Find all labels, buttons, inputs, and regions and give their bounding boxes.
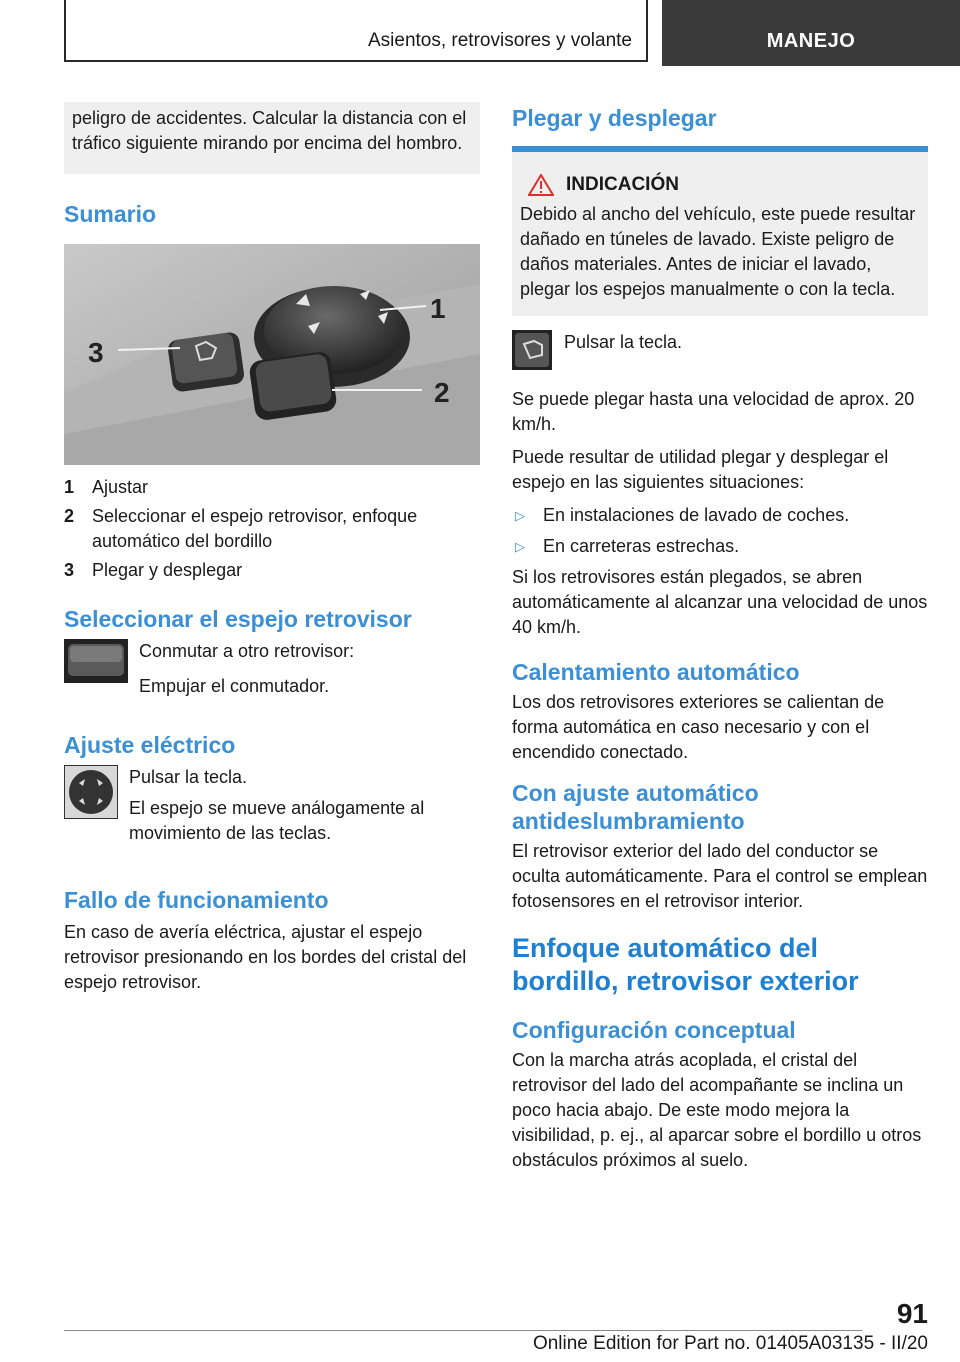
legend-list — [64, 475, 480, 583]
speed-text: Se puede plegar hasta una velocidad de aprox. 20 km/h. — [512, 389, 915, 434]
configuracion-text: Con la marcha atrás acoplada, el cristal del retrovisor del lado del acompañante se inclina un poco hacia abajo. De este modo mejora la visibilidad, p. ej., al aparcar sobre el bordillo u otros obstáculos próximos al suelo. — [512, 1050, 922, 1170]
item-text: Ajustar — [92, 477, 149, 497]
item-text: Plegar y desplegar — [92, 560, 243, 580]
item-number: 1 — [64, 477, 75, 497]
notice-box — [512, 146, 928, 316]
fold-mirror-button-icon — [512, 330, 552, 375]
bullet-text: En carreteras estrechas. — [543, 536, 740, 556]
item-number: 3 — [64, 560, 75, 580]
situations-intro: Puede resultar de utilidad plegar y desplegar el espejo en las siguientes situaciones: — [512, 447, 889, 492]
heading-seleccionar: Seleccionar el espejo retrovisor — [64, 606, 412, 632]
right-column — [512, 102, 928, 1173]
heading-fallo: Fallo de funcionamiento — [64, 887, 329, 913]
ajuste-step-1: Pulsar la tecla. — [129, 767, 248, 787]
adjust-knob-icon — [64, 765, 118, 846]
photo-label-1: 1 — [430, 293, 446, 324]
select-instruction — [64, 639, 480, 699]
heading-plegar: Plegar y desplegar — [512, 105, 717, 131]
list-item — [512, 534, 928, 559]
edition-text: Online Edition for Part no. 01405A03135 - II/20 — [532, 1333, 928, 1354]
page-number: 91 — [896, 1298, 928, 1329]
heading-sumario: Sumario — [64, 201, 157, 227]
bullet-text: En instalaciones de lavado de coches. — [543, 505, 850, 525]
notice-text: Debido al ancho del vehículo, este puede resultar dañado en túneles de lavado. Existe peligro de daños materiales. Antes de iniciar el lavado, plegar los espejos manualmente o con la tecla. — [520, 204, 916, 299]
list-item — [64, 504, 480, 554]
heading-ajuste: Ajuste eléctrico — [64, 732, 236, 758]
list-item — [64, 475, 480, 500]
heading-enfoque: Enfoque automático del bordillo, retrovisor exterior — [512, 933, 859, 996]
footer-divider — [64, 1330, 862, 1331]
chapter-tab: MANEJO — [662, 0, 960, 66]
bullet-triangle-icon: ▷ — [515, 539, 525, 554]
ajuste-instruction — [64, 765, 480, 846]
heading-configuracion: Configuración conceptual — [512, 1017, 796, 1043]
page-header — [64, 0, 960, 66]
select-text — [139, 639, 354, 699]
heading-antideslumbramiento: Con ajuste automático antideslumbramiento — [512, 780, 759, 834]
plegar-instruction — [512, 330, 928, 375]
heading-calentamiento: Calentamiento automático — [512, 659, 800, 685]
pulsar-text: Pulsar la tecla. — [564, 332, 683, 352]
item-text: Seleccionar el espejo retrovisor, enfoque automático del bordillo — [92, 506, 418, 551]
ajuste-step-2: El espejo se mueve análogamente al movimiento de las teclas. — [129, 798, 425, 843]
select-step-2: Empujar el conmutador. — [139, 676, 330, 696]
warning-continuation: peligro de accidentes. Calcular la distancia con el tráfico siguiente mirando por encima del hombro. — [72, 108, 467, 153]
notice-title: INDICACIÓN — [566, 174, 679, 195]
fallo-text: En caso de avería eléctrica, ajustar el espejo retrovisor presionando en los bordes del cristal del espejo retrovisor. — [64, 922, 467, 992]
notice-heading — [528, 174, 920, 196]
selector-switch-icon — [64, 639, 128, 699]
warning-triangle-icon — [528, 174, 554, 196]
calentamiento-text: Los dos retrovisores exteriores se calientan de forma automática en caso necesario y con el encendido conectado. — [512, 692, 885, 762]
situations-list — [512, 503, 928, 559]
item-number: 2 — [64, 506, 75, 526]
antideslumbramiento-text: El retrovisor exterior del lado del conductor se oculta automáticamente. Para el control se emplean fotosensores en el retrovisor interior. — [512, 841, 928, 911]
left-column — [64, 102, 480, 995]
photo-label-2: 2 — [434, 377, 450, 408]
list-item — [64, 558, 480, 583]
auto-unfold-text: Si los retrovisores están plegados, se abren automáticamente al alcanzar una velocidad de unos 40 km/h. — [512, 567, 928, 637]
continued-warning-box — [64, 102, 480, 174]
section-title: Asientos, retrovisores y volante — [64, 0, 648, 62]
bullet-triangle-icon: ▷ — [515, 508, 525, 523]
ajuste-text — [129, 765, 480, 846]
list-item — [512, 503, 928, 528]
mirror-switch-photo — [64, 244, 480, 465]
photo-label-3: 3 — [88, 337, 104, 368]
select-step-1: Conmutar a otro retrovisor: — [139, 641, 355, 661]
